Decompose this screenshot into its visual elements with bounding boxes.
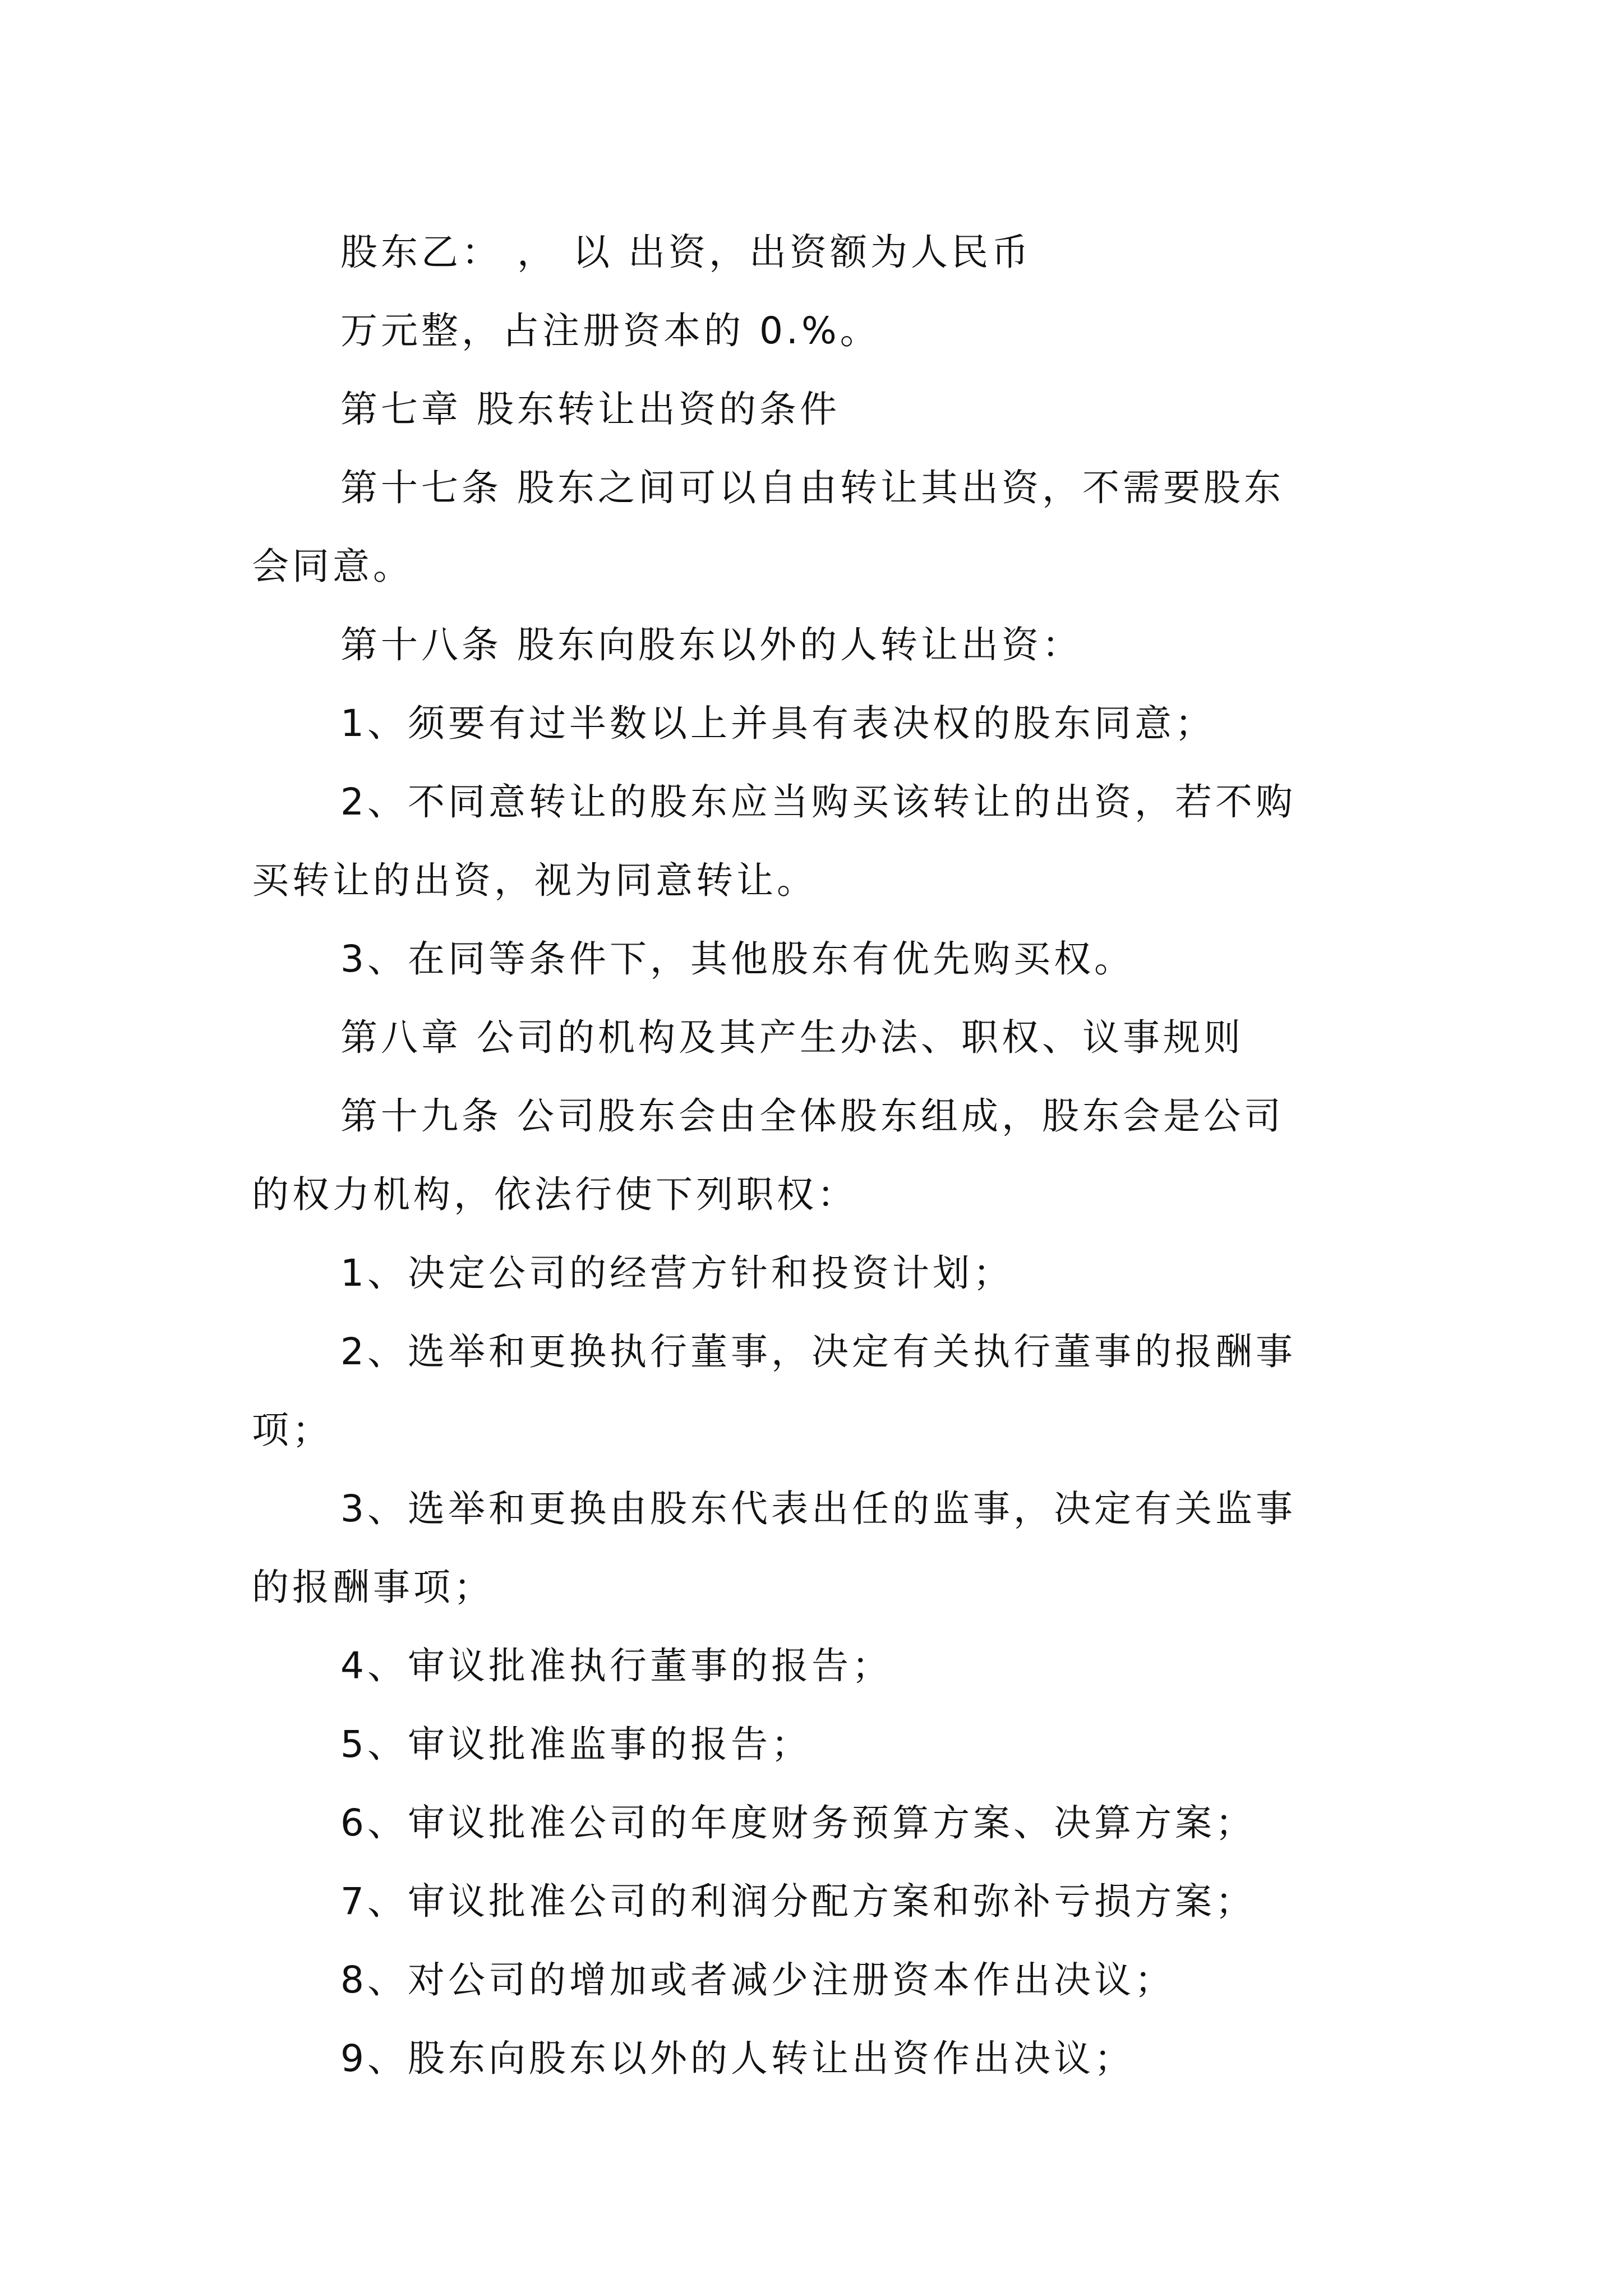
text-line: 的报酬事项； [252,1566,494,1609]
list-item: 1、决定公司的经营方针和投资计划； [340,1251,1013,1295]
text-line: 万元整，占注册资本的 0.%。 [340,309,880,352]
text-line: 项； [252,1409,333,1452]
text-line: 买转让的出资，视为同意转让。 [252,859,817,902]
chapter-heading: 第七章 股东转让出资的条件 [340,388,840,431]
text-line: 股东乙： ， 以 出资，出资额为人民币 [340,231,1032,274]
list-item: 4、审议批准执行董事的报告； [340,1644,892,1687]
list-item: 3、在同等条件下，其他股东有优先购买权。 [340,937,1135,981]
list-item: 1、须要有过半数以上并具有表决权的股东同意； [340,702,1215,745]
article-line: 第十七条 股东之间可以自由转让其出资，不需要股东 [340,466,1284,509]
text-line: 的权力机构，依法行使下列职权： [252,1173,857,1216]
article-line: 第十九条 公司股东会由全体股东组成，股东会是公司 [340,1094,1284,1138]
list-item: 7、审议批准公司的利润分配方案和弥补亏损方案； [340,1880,1256,1923]
list-item: 2、选举和更换执行董事，决定有关执行董事的报酬事 [340,1330,1296,1373]
list-item: 8、对公司的增加或者减少注册资本作出决议； [340,1958,1175,2001]
article-line: 第十八条 股东向股东以外的人转让出资： [340,623,1082,666]
document-body [252,213,1379,2098]
list-item: 3、选举和更换由股东代表出任的监事，决定有关监事 [340,1487,1296,1530]
list-item: 9、股东向股东以外的人转让出资作出决议； [340,2037,1135,2080]
list-item: 6、审议批准公司的年度财务预算方案、决算方案； [340,1801,1256,1844]
chapter-heading: 第八章 公司的机构及其产生办法、职权、议事规则 [340,1016,1244,1059]
text-line: 会同意。 [252,545,413,588]
list-item: 2、不同意转让的股东应当购买该转让的出资，若不购 [340,780,1296,823]
list-item: 5、审议批准监事的报告； [340,1723,811,1766]
